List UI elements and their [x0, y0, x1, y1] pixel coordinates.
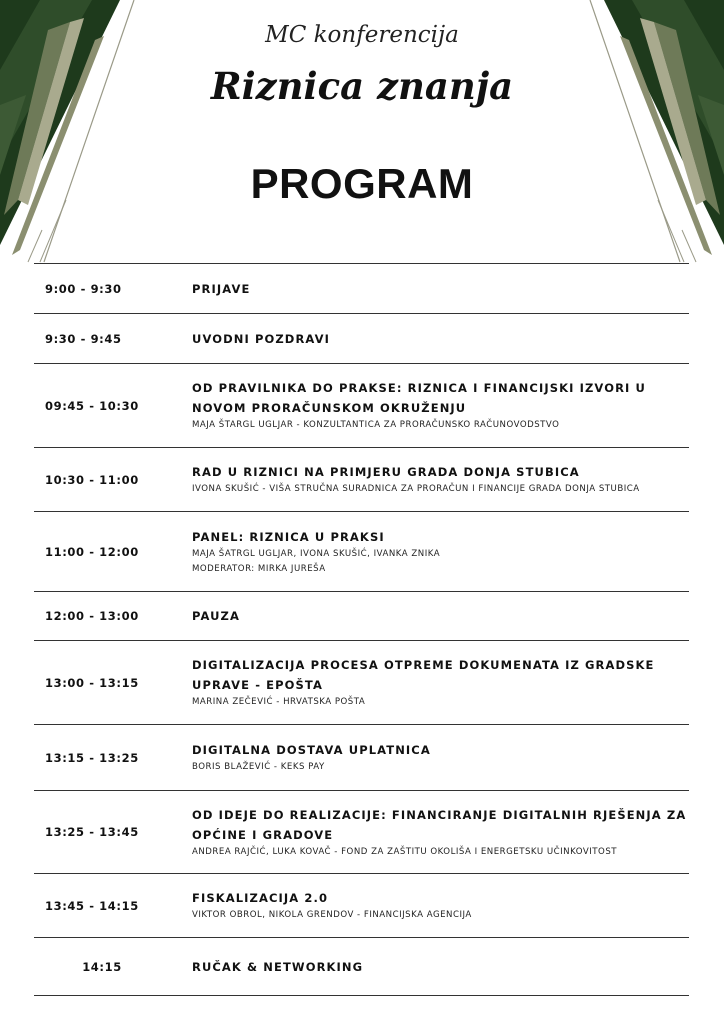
session-title: PANEL: RIZNICA U PRAKSI [192, 529, 385, 544]
header [0, 0, 724, 262]
time-slot: 14:15 [82, 959, 122, 974]
speaker-line: IVONA SKUŠIĆ - VIŠA STRUČNA SURADNICA ZA PRORAČUN I FINANCIJE GRADA DONJA STUBICA [192, 484, 640, 494]
session-title: DIGITALIZACIJA PROCESA OTPREME DOKUMENATA IZ GRADSKE UPRAVE - EPOŠTA [192, 658, 655, 692]
session [192, 269, 689, 309]
session-title: RAD U RIZNICI NA PRIMJERU GRADA DONJA STUBICA [192, 465, 580, 479]
speaker-line: MAJA ŠTARGL UGLJAR - KONZULTANTICA ZA PRORAČUNSKO RAČUNOVODSTVO [192, 420, 560, 430]
session [192, 730, 689, 785]
organizer-name: MC konferencija [265, 22, 459, 48]
speaker-line: ANDREA RAJČIĆ, LUKA KOVAČ - FOND ZA ZAŠTITU OKOLIŠA I ENERGETSKU UČINKOVITOST [192, 846, 618, 857]
schedule-table [34, 263, 689, 996]
session-title: OD IDEJE DO REALIZACIJE: FINANCIRANJE DIGITALNIH RJEŠENJA ZA OPĆINE I GRADOVE [192, 807, 687, 842]
session [192, 596, 689, 636]
speaker-line: BORIS BLAŽEVIĆ - KEKS PAY [192, 762, 325, 772]
session-title: PAUZA [192, 609, 240, 623]
time-slot: 13:45 - 14:15 [45, 898, 139, 913]
schedule-row [34, 725, 689, 791]
schedule-row [34, 512, 689, 592]
speaker-line: MAJA ŠATRGL UGLJAR, IVONA SKUŠIĆ, IVANKA ZNIKA [192, 548, 441, 559]
schedule-row [34, 791, 689, 874]
session-title: PRIJAVE [192, 281, 251, 296]
moderator-line: MODERATOR: MIRKA JUREŠA [192, 563, 326, 574]
page-title: PROGRAM [250, 160, 474, 207]
session [192, 795, 689, 870]
schedule-row [34, 938, 689, 996]
event-name: Riznica znanja [210, 64, 514, 108]
time-slot: 13:00 - 13:15 [45, 675, 139, 690]
schedule-row [34, 874, 689, 938]
time-slot: 12:00 - 13:00 [45, 609, 139, 623]
time-slot: 09:45 - 10:30 [45, 398, 139, 413]
session [192, 878, 689, 933]
time-slot: 10:30 - 11:00 [45, 472, 139, 487]
session-title: FISKALIZACIJA 2.0 [192, 891, 329, 905]
schedule-row [34, 641, 689, 725]
schedule-row [34, 264, 689, 314]
schedule-row [34, 592, 689, 641]
time-slot: 11:00 - 12:00 [45, 544, 139, 559]
schedule-row [34, 364, 689, 448]
session [192, 947, 689, 987]
session-title: RUČAK & NETWORKING [192, 959, 364, 974]
session-title: UVODNI POZDRAVI [192, 331, 331, 346]
schedule-row [34, 448, 689, 512]
speaker-line: MARINA ZEČEVIĆ - HRVATSKA POŠTA [192, 697, 366, 707]
session-title: DIGITALNA DOSTAVA UPLATNICA [192, 743, 431, 757]
schedule-row [34, 314, 689, 364]
session [192, 452, 689, 507]
session [192, 517, 689, 587]
session-title: OD PRAVILNIKA DO PRAKSE: RIZNICA I FINANCIJSKI IZVORI U NOVOM PRORAČUNSKOM OKRUŽENJU [192, 381, 646, 415]
session [192, 368, 689, 443]
time-slot: 13:25 - 13:45 [45, 825, 139, 839]
time-slot: 9:30 - 9:45 [45, 331, 122, 346]
session [192, 645, 689, 720]
time-slot: 9:00 - 9:30 [45, 281, 122, 296]
speaker-line: VIKTOR OBROL, NIKOLA GRENDOV - FINANCIJSKA AGENCIJA [192, 910, 472, 920]
time-slot: 13:15 - 13:25 [45, 750, 139, 765]
session [192, 319, 689, 359]
